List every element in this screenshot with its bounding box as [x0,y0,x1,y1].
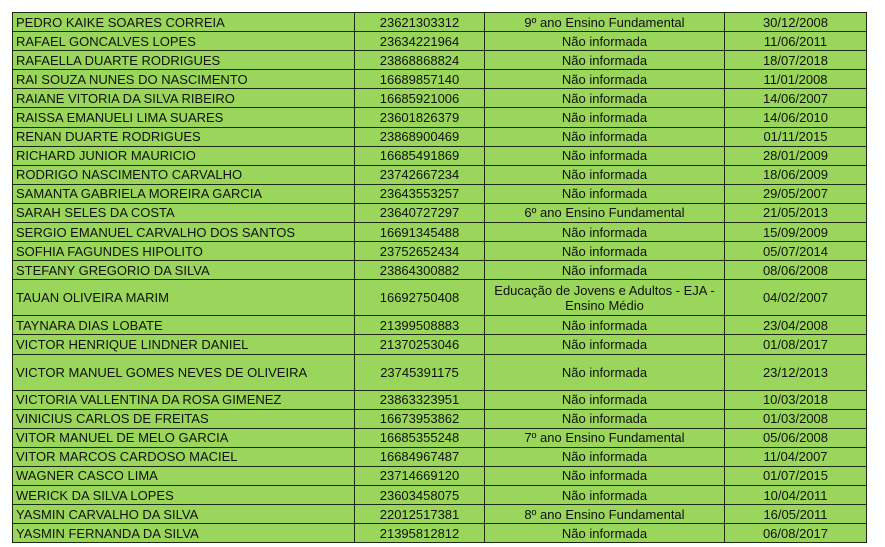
table-row [13,223,867,242]
student-name-cell: SOFHIA FAGUNDES HIPOLITO [13,242,355,261]
education-level-cell: Não informada [485,335,725,354]
student-name-cell: WAGNER CASCO LIMA [13,466,355,485]
birth-date-cell: 21/05/2013 [725,203,867,222]
education-level-cell: Não informada [485,89,725,108]
table-row [13,466,867,485]
student-id-cell: 21399508883 [355,316,485,335]
birth-date-cell: 04/02/2007 [725,280,867,316]
birth-date-cell: 23/12/2013 [725,354,867,390]
student-name-cell: STEFANY GREGORIO DA SILVA [13,261,355,280]
table-row [13,70,867,89]
education-level-cell: Não informada [485,32,725,51]
education-level-cell: Não informada [485,409,725,428]
education-level-cell: Não informada [485,242,725,261]
table-row [13,146,867,165]
student-name-cell: RENAN DUARTE RODRIGUES [13,127,355,146]
table-row [13,280,867,316]
student-name-cell: TAUAN OLIVEIRA MARIM [13,280,355,316]
student-name-cell: YASMIN FERNANDA DA SILVA [13,524,355,543]
education-level-cell: Não informada [485,316,725,335]
student-id-cell: 23643553257 [355,184,485,203]
student-name-cell: VITOR MANUEL DE MELO GARCIA [13,428,355,447]
student-name-cell: SAMANTA GABRIELA MOREIRA GARCIA [13,184,355,203]
student-id-cell: 23752652434 [355,242,485,261]
table-row [13,261,867,280]
education-level-cell: 7º ano Ensino Fundamental [485,428,725,447]
birth-date-cell: 01/11/2015 [725,127,867,146]
birth-date-cell: 16/05/2011 [725,505,867,524]
student-id-cell: 16685491869 [355,146,485,165]
student-id-cell: 16689857140 [355,70,485,89]
table-row [13,242,867,261]
birth-date-cell: 01/07/2015 [725,466,867,485]
education-level-cell: Não informada [485,70,725,89]
birth-date-cell: 01/08/2017 [725,335,867,354]
birth-date-cell: 05/07/2014 [725,242,867,261]
education-level-cell: Não informada [485,390,725,409]
education-level-cell: 6º ano Ensino Fundamental [485,203,725,222]
student-table [12,12,867,543]
birth-date-cell: 28/01/2009 [725,146,867,165]
table-row [13,13,867,32]
education-level-cell: Não informada [485,51,725,70]
student-id-cell: 21395812812 [355,524,485,543]
student-id-cell: 23601826379 [355,108,485,127]
education-level-cell: Não informada [485,261,725,280]
student-id-cell: 23864300882 [355,261,485,280]
student-id-cell: 23868900469 [355,127,485,146]
education-level-cell: Não informada [485,127,725,146]
student-id-cell: 23742667234 [355,165,485,184]
student-id-cell: 16691345488 [355,223,485,242]
student-name-cell: RICHARD JUNIOR MAURICIO [13,146,355,165]
student-name-cell: RODRIGO NASCIMENTO CARVALHO [13,165,355,184]
table-row [13,447,867,466]
student-name-cell: VICTOR MANUEL GOMES NEVES DE OLIVEIRA [13,354,355,390]
student-id-cell: 23745391175 [355,354,485,390]
education-level-cell: Não informada [485,354,725,390]
education-level-cell: 9º ano Ensino Fundamental [485,13,725,32]
student-id-cell: 23634221964 [355,32,485,51]
birth-date-cell: 15/09/2009 [725,223,867,242]
education-level-cell: Não informada [485,108,725,127]
student-name-cell: SERGIO EMANUEL CARVALHO DOS SANTOS [13,223,355,242]
table-row [13,165,867,184]
birth-date-cell: 14/06/2010 [725,108,867,127]
student-name-cell: VICTOR HENRIQUE LINDNER DANIEL [13,335,355,354]
student-id-cell: 23714669120 [355,466,485,485]
student-id-cell: 22012517381 [355,505,485,524]
student-name-cell: RAI SOUZA NUNES DO NASCIMENTO [13,70,355,89]
student-id-cell: 23868868824 [355,51,485,70]
education-level-cell: 8º ano Ensino Fundamental [485,505,725,524]
student-id-cell: 16692750408 [355,280,485,316]
student-name-cell: VICTORIA VALLENTINA DA ROSA GIMENEZ [13,390,355,409]
education-level-cell: Não informada [485,447,725,466]
education-level-cell: Não informada [485,146,725,165]
birth-date-cell: 29/05/2007 [725,184,867,203]
birth-date-cell: 11/04/2007 [725,447,867,466]
student-name-cell: RAFAEL GONCALVES LOPES [13,32,355,51]
birth-date-cell: 06/08/2017 [725,524,867,543]
birth-date-cell: 10/04/2011 [725,485,867,504]
table-row [13,127,867,146]
table-row [13,203,867,222]
birth-date-cell: 01/03/2008 [725,409,867,428]
student-table-body [13,13,867,543]
table-row [13,108,867,127]
student-name-cell: VINICIUS CARLOS DE FREITAS [13,409,355,428]
student-name-cell: VITOR MARCOS CARDOSO MACIEL [13,447,355,466]
table-row [13,51,867,70]
student-id-cell: 21370253046 [355,335,485,354]
student-name-cell: PEDRO KAIKE SOARES CORREIA [13,13,355,32]
table-row [13,89,867,108]
table-row [13,32,867,51]
student-name-cell: RAIANE VITORIA DA SILVA RIBEIRO [13,89,355,108]
student-id-cell: 23863323951 [355,390,485,409]
student-name-cell: RAISSA EMANUELI LIMA SUARES [13,108,355,127]
birth-date-cell: 30/12/2008 [725,13,867,32]
table-row [13,390,867,409]
table-row [13,409,867,428]
student-name-cell: WERICK DA SILVA LOPES [13,485,355,504]
student-id-cell: 23621303312 [355,13,485,32]
student-id-cell: 16685355248 [355,428,485,447]
student-name-cell: TAYNARA DIAS LOBATE [13,316,355,335]
student-name-cell: RAFAELLA DUARTE RODRIGUES [13,51,355,70]
student-name-cell: YASMIN CARVALHO DA SILVA [13,505,355,524]
student-id-cell: 23603458075 [355,485,485,504]
education-level-cell: Não informada [485,485,725,504]
student-id-cell: 16673953862 [355,409,485,428]
table-row [13,428,867,447]
student-name-cell: SARAH SELES DA COSTA [13,203,355,222]
education-level-cell: Não informada [485,223,725,242]
table-row [13,485,867,504]
table-row [13,505,867,524]
birth-date-cell: 05/06/2008 [725,428,867,447]
table-row [13,524,867,543]
birth-date-cell: 11/01/2008 [725,70,867,89]
table-row [13,316,867,335]
birth-date-cell: 08/06/2008 [725,261,867,280]
birth-date-cell: 14/06/2007 [725,89,867,108]
education-level-cell: Educação de Jovens e Adultos - EJA - Ensino Médio [485,280,725,316]
student-id-cell: 23640727297 [355,203,485,222]
birth-date-cell: 10/03/2018 [725,390,867,409]
education-level-cell: Não informada [485,466,725,485]
education-level-cell: Não informada [485,165,725,184]
student-id-cell: 16685921006 [355,89,485,108]
birth-date-cell: 18/06/2009 [725,165,867,184]
table-row [13,354,867,390]
education-level-cell: Não informada [485,524,725,543]
education-level-cell: Não informada [485,184,725,203]
table-row [13,184,867,203]
birth-date-cell: 11/06/2011 [725,32,867,51]
table-row [13,335,867,354]
student-id-cell: 16684967487 [355,447,485,466]
birth-date-cell: 18/07/2018 [725,51,867,70]
birth-date-cell: 23/04/2008 [725,316,867,335]
